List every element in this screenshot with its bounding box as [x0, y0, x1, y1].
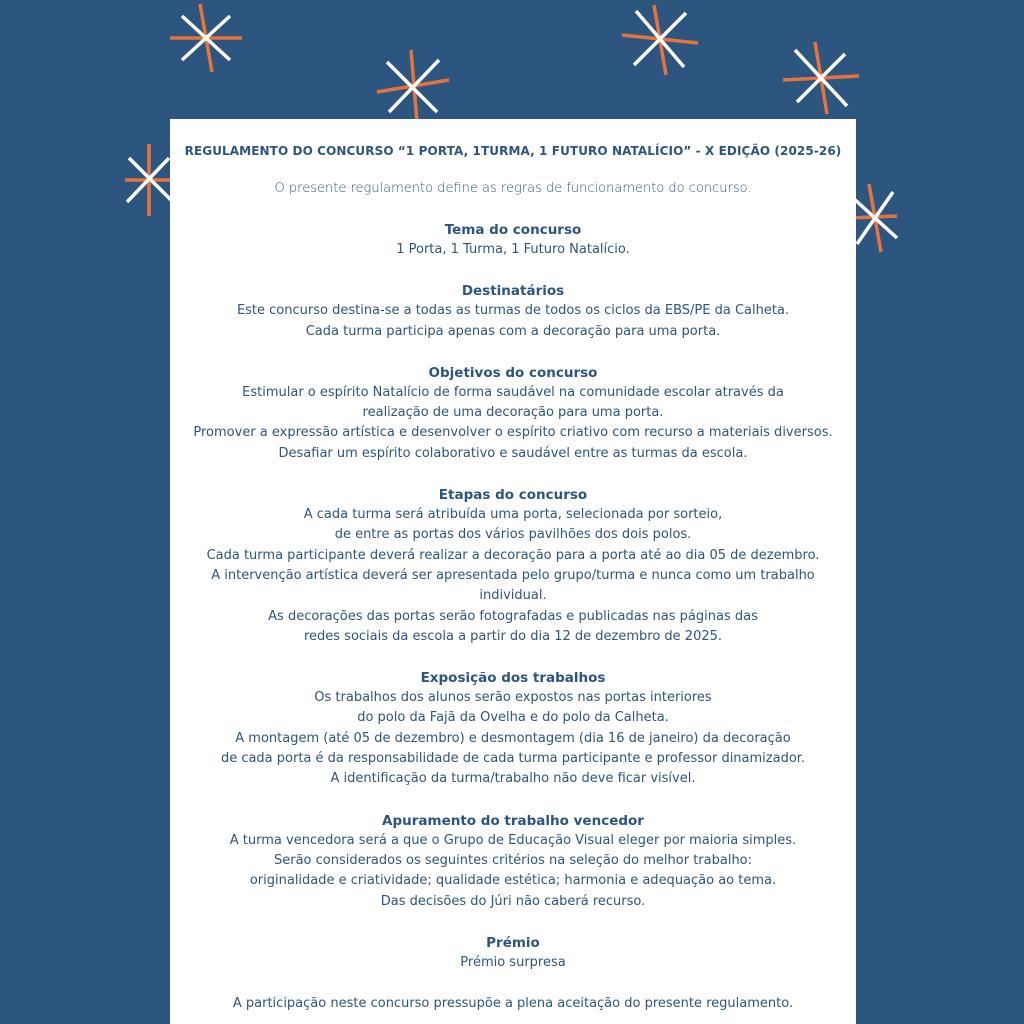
section-etapas [170, 485, 856, 647]
section-objetivos [170, 363, 856, 464]
section-line: de cada porta é da responsabilidade de cada turma participante e professor dinamizador. [220, 751, 806, 767]
section-tema [170, 220, 856, 260]
section-line: do polo da Fajã da Ovelha e do polo da Calheta. [357, 710, 669, 726]
sparkle-icon [368, 47, 458, 125]
document-intro: O presente regulamento define as regras de funcionamento do concurso. [274, 181, 752, 196]
section-line: Este concurso destina-se a todas as turmas de todos os ciclos da EBS/PE da Calheta. [236, 303, 790, 319]
section-line: Serão considerados os seguintes critérios na seleção do melhor trabalho: [273, 852, 753, 868]
section-heading: Apuramento do trabalho vencedor [382, 812, 644, 829]
section-line: Promover a expressão artística e desenvolver o espírito criativo com recurso a materiais diversos. [193, 425, 833, 441]
section-line: As decorações das portas serão fotografadas e publicadas nas páginas das [268, 608, 758, 624]
section-line: A intervenção artística deverá ser apresentada pelo grupo/turma e nunca como um trabalho [211, 567, 815, 583]
section-line: de entre as portas dos vários pavilhões dos dois polos. [334, 527, 692, 543]
section-line: A montagem (até 05 de dezembro) e desmontagem (dia 16 de janeiro) da decoração [235, 730, 791, 746]
section-heading: Exposição dos trabalhos [420, 670, 606, 687]
section-exposicao [170, 668, 856, 789]
section-line: 1 Porta, 1 Turma, 1 Futuro Natalício. [396, 242, 630, 257]
section-line: Os trabalhos dos alunos serão expostos nas portas interiores [314, 690, 712, 706]
section-line: A identificação da turma/trabalho não deve ficar visível. [330, 771, 696, 787]
sparkle-icon [163, 0, 249, 76]
section-line: A cada turma será atribuída uma porta, selecionada por sorteio, [303, 507, 723, 523]
sparkle-icon [615, 0, 705, 78]
section-line: Cada turma participante deverá realizar a decoração para a porta até ao dia 05 de dezembro. [206, 547, 820, 563]
section-line: realização de uma decoração para uma porta. [362, 405, 664, 421]
section-heading: Objetivos do concurso [428, 364, 598, 381]
section-line: Prémio surpresa [460, 954, 566, 970]
document-closing: A participação neste concurso pressupõe a plena aceitação do presente regulamento. [232, 996, 794, 1012]
section-premio [170, 933, 856, 973]
section-line: Das decisões do Júri não caberá recurso. [380, 893, 646, 909]
sparkle-icon [850, 178, 900, 258]
section-destinatarios [170, 281, 856, 342]
section-heading: Destinatários [461, 283, 565, 300]
section-heading: Tema do concurso [444, 222, 582, 238]
regulation-card [170, 119, 856, 1024]
section-line: Estimular o espírito Natalício de forma saudável na comunidade escolar através da [242, 384, 784, 400]
section-heading: Prémio [486, 934, 540, 951]
sparkle-icon [776, 38, 866, 118]
section-line: Cada turma participa apenas com a decoração para uma porta. [305, 323, 721, 339]
sparkle-icon [124, 140, 174, 220]
section-line: A turma vencedora será a que o Grupo de Educação Visual eleger por maioria simples. [229, 832, 797, 848]
section-line: Desafiar um espírito colaborativo e saudável entre as turmas da escola. [278, 445, 748, 461]
section-apuramento [170, 811, 856, 912]
section-line: individual. [479, 588, 547, 604]
section-heading: Etapas do concurso [438, 487, 588, 504]
section-line: redes sociais da escola a partir do dia 12 de dezembro de 2025. [303, 628, 723, 644]
document-title: REGULAMENTO DO CONCURSO “1 PORTA, 1TURMA, 1 FUTURO NATALÍCIO” - X EDIÇÃO (2025-26) [184, 144, 842, 158]
section-line: originalidade e criatividade; qualidade estética; harmonia e adequação ao tema. [249, 873, 777, 889]
